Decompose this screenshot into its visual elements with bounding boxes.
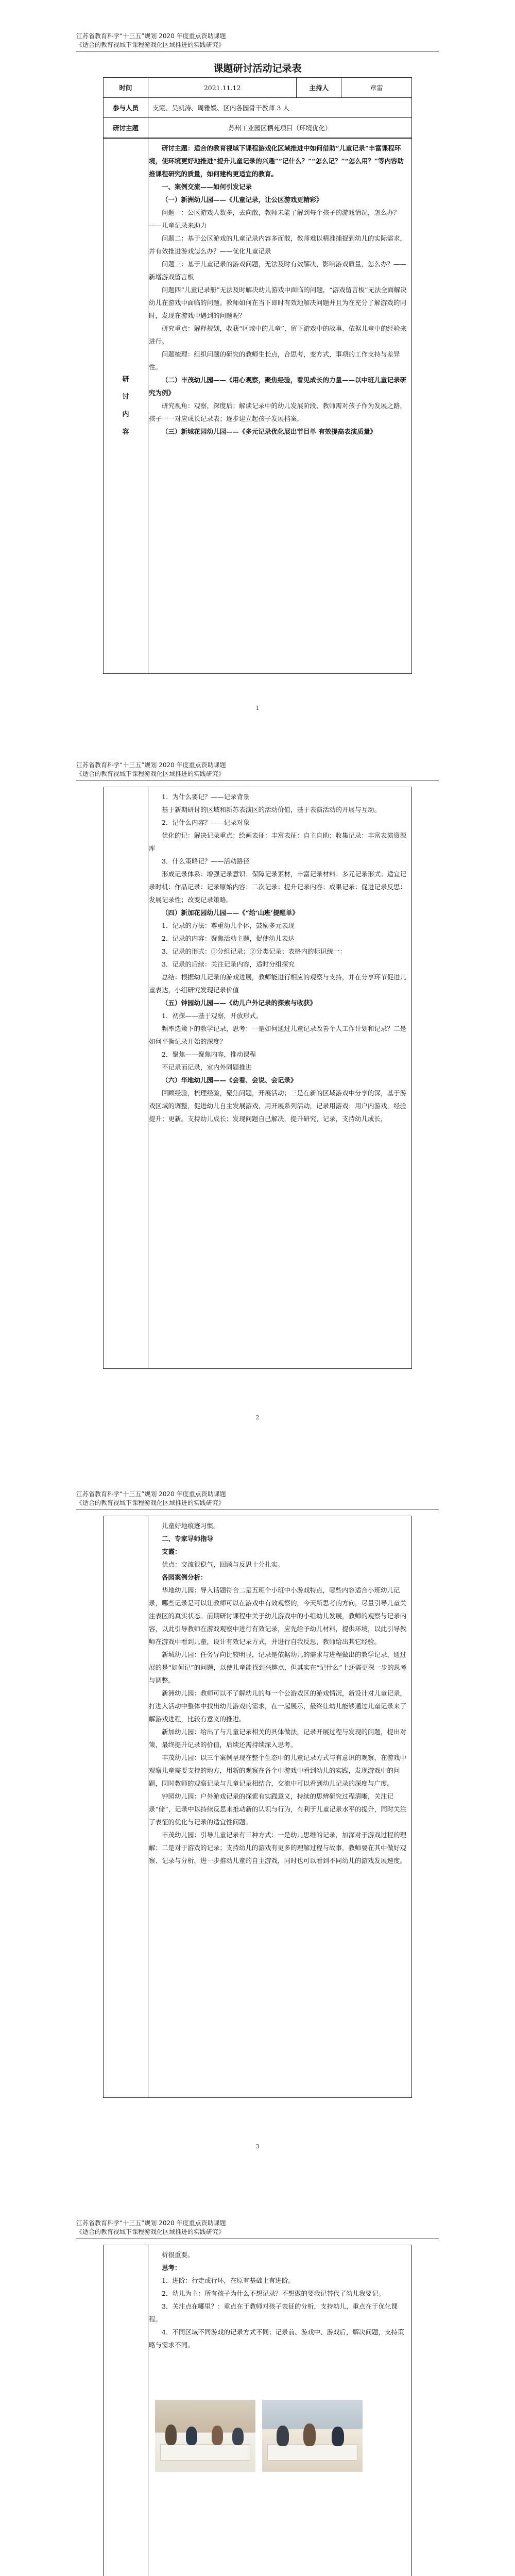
header-line-1: 江苏省教育科学“十三五”规划 2020 年度重点资助课题 (76, 2219, 226, 2227)
header-line-2: 《适合的教育视域下课程游戏化区域推进的实践研究》 (76, 2228, 225, 2235)
activity-photo-1 (155, 2400, 255, 2472)
discussion-box-p1 (103, 138, 412, 674)
paragraph: 3．记录的形式：①分组记录；②分类记录；表格内的标识统一： (162, 947, 346, 955)
topic-label: 研讨主题 (104, 118, 148, 138)
page-number: 3 (255, 2143, 260, 2150)
paragraph: 优点：交流很稳气，回顾与反思十分扎实。 (162, 1561, 284, 1568)
paragraph: 1．初探——基于观察，开放形式。 (162, 1012, 263, 1020)
paragraph: 思考： (162, 2264, 181, 2272)
content-p2 (149, 790, 408, 1125)
side-column (104, 2245, 148, 2576)
paragraph: 3．记录的后续：关注记录内容，适时分组探究 (162, 960, 295, 968)
paragraph: 丰茂幼儿园：以三个案例呈现在整个生态中的儿童记录方式与有意识的观察，在游戏中观察儿童需要支持的地方，用新的观察在各个中游戏中看到幼儿的实践，发现游戏中的问题，同时教师的观察记录与儿童记录相结合，交流中可以看到幼儿记录的深度与广度。 (149, 1754, 407, 1787)
photo-row (155, 2400, 367, 2474)
page-title: 课题研讨活动记录表 (213, 63, 302, 74)
paragraph: 析很重要。 (162, 2251, 194, 2259)
paragraph: 支霞： (162, 1548, 181, 1555)
paragraph: 1．进阶：行走或行环，在原有基础上有进阶。 (162, 2277, 295, 2284)
paragraph: 1．记录的方法：尊重幼儿个体，鼓励多元表现 (162, 922, 295, 929)
paragraph: 频率选策下的教学记录，思考：一是如何通过儿童记录改善个人工作计划和记录？二是如何平衡记录开始的深度？ (149, 1025, 407, 1045)
time-label: 时间 (104, 78, 148, 98)
paragraph: 问题一：公区游戏人数多，去向散，教师未能了解到每个孩子的游戏情况，怎么办？——儿童记录来助力 (149, 209, 400, 229)
discussion-box-p4 (103, 2245, 412, 2576)
header-line-2: 《适合的教育视域下课程游戏化区域推进的实践研究》 (76, 1499, 225, 1506)
page-header (76, 2219, 226, 2236)
discussion-box-p3 (103, 1516, 412, 2098)
paragraph: 新洲幼儿园：教师可以不了解幼儿的每一个公游戏区的游戏情况，新设计对儿童记录，打进入活动中整体中找出幼儿游戏的需求，在一起展示，最终让幼儿能够通过儿童记录来了解游戏进程，比较有意义的推进。 (149, 1689, 407, 1723)
activity-photo-2 (262, 2400, 363, 2472)
paragraph: （五）钟园幼儿园——《幼儿户外记录的探索与收获》 (162, 999, 317, 1007)
page-header (76, 761, 226, 778)
paragraph: 1．为什么要记？——记录背景 (162, 793, 250, 801)
paragraph: 不记录而记录，室内外同题推进 (162, 1063, 252, 1071)
paragraph: 2．聚焦——聚焦内容，推动课程 (162, 1050, 256, 1058)
page-header (76, 1490, 226, 1507)
paragraph: 研讨主题：适合的教育视域下课程游戏化区域推进中如何借助“儿童记录”丰富课程环境，使环境更好地推进“提升儿童记录的兴趣”“记什么？”“怎么记？”“怎么用？”等内容助推课程研究的质量，如何建构更适宜的教育。 (149, 144, 404, 178)
side-label: 研 讨 内 容 (122, 376, 129, 436)
paragraph: 问题梳理：组织问题的研究的教师生长点，合思考，变方式，事项的工作支持与差异性。 (149, 350, 400, 371)
header-line-1: 江苏省教育科学“十三五”规划 2020 年度重点资助课题 (76, 1490, 226, 1498)
paragraph: 研究重点：解释规划，收获“区域中的儿童”，留下游戏中的故事，依据儿童中的经验来进行。 (149, 325, 407, 345)
header-line-1: 江苏省教育科学“十三五”规划 2020 年度重点资助课题 (76, 32, 226, 40)
participants-label: 参与人员 (104, 98, 148, 118)
paragraph: 钟园幼儿园：户外游戏记录的探索有实践意义，持续的思辨研究过程清晰，关注记录“储”，记录中以持续反思来推动新的认识与行为，有利于儿童记录水平的提升，同时关注了表征的优化与记录的适宜性问题。 (149, 1792, 407, 1826)
paragraph: 2．记什么内容？——记录对象 (162, 819, 250, 826)
paragraph: （四）新加花园幼儿园——《“给‘山班’提醒单》 (162, 909, 299, 917)
header-line-2: 《适合的教育视域下课程游戏化区域推进的实践研究》 (76, 41, 225, 48)
page-number: 1 (255, 705, 260, 711)
side-column (104, 139, 148, 673)
discussion-box-p2 (103, 787, 412, 1369)
paragraph: 3．什么策略记？——活动路径 (162, 857, 250, 865)
content-p3 (149, 1519, 408, 1867)
paragraph: 二、专家导师指导 (162, 1535, 214, 1543)
paragraph: （一）新洲幼儿园——《儿童记录，让公区游戏更精彩》 (162, 196, 323, 204)
paragraph: 问题四“儿童记录册”无法及时解决幼儿游戏中面临的问题，“游戏留言板”无法全面解决幼儿在游戏中面临的问题。教师如何在当下即时有效地解决问题并且为在充分了解游戏的同时，发现在游戏中遇到的问题呢？ (149, 286, 407, 319)
paragraph: 丰茂幼儿园：引导儿童记录有三种方式：一是幼儿思维的记录，加深对于游戏过程的理解；二是对于游戏的记录；支持幼儿的游戏有更多的理解过程与故事，教师要在其中做好观察、记录与分析，进一步推动儿童的自主游戏，同时也可以看到不同幼儿的游戏发展速度。 (149, 1831, 407, 1865)
paragraph: 研究视角：观察，深度后；解读记录中的幼儿发展阶段、教师需对孩子作为发展之路，孩子一一对应成长记录表；逐步建立起孩子发展档案， (149, 402, 407, 422)
side-column (104, 1516, 148, 2097)
content-p4 (149, 2248, 408, 2351)
paragraph: 2．幼儿为主：所有孩子为什么不想记录？不想做的要我记替代了幼儿我要记。 (162, 2290, 385, 2297)
host-label: 主持人 (297, 78, 341, 98)
paragraph: （二）丰茂幼儿园——《用心观察，聚焦经验，看见成长的力量——以中班儿童记录研究为例》 (149, 376, 407, 397)
side-column (104, 787, 148, 1368)
paragraph: 儿童好地痕迹习惯。 (162, 1522, 220, 1530)
paragraph: （三）新城花园幼儿园——《多元记录优化展出节目单 有效提高表演质量》 (162, 428, 376, 435)
paragraph: 新城幼儿园：任务导向比较明显，记录是依据幼儿的需求与进程做出的教学记录，通过展的是“如何记”的问题，以使儿童能找到兴趣点，但其实在“记什么”上还需更深一步的思考与调整。 (149, 1651, 407, 1684)
paragraph: 形成记录体系：增强记录意识；保障记录素材，丰富记录材料：多元记录形式；适宜记录时机：作品记录：记录原始内容；二次记录：提升记录内容；成果记录：促进记录反思：发展记录性；改变记录策略。 (149, 870, 407, 904)
page-number: 2 (255, 1414, 260, 1421)
paragraph: 各园案例分析： (162, 1573, 207, 1581)
topic-value: 苏州工业园区栖苑项目（环境优化） (148, 118, 412, 138)
meta-table (103, 77, 412, 138)
paragraph: 问题三：基于儿童记录的游戏问题，无法及时有效解决，影响游戏质量，怎么办？——新增游戏留言板 (149, 260, 407, 281)
paragraph: （六）华地幼儿园——《会看、会说、会记录》 (162, 1076, 297, 1084)
content-p1 (149, 142, 408, 438)
participants-value: 支霞、吴凯涛、周雅媛、区内各园骨干教师 3 人 (148, 98, 412, 118)
paragraph: 华地幼儿园：导入话题符合二是五班个小班中小游戏特点，哪些内容适合小班幼儿记录，哪些记录是可以让教师可以在游戏中有效观察的，今天所思考的方向，尽量引导儿童关注表区的真实状态。前期研讨课程中关于幼儿游戏中的小组幼儿发展，教师的观察与记录内容，以此引导教师在游戏观察中进行有效记录，应先给予幼儿材料，提供环境，以此引导教师在游戏中看到儿童，设计有效记录方式，并进行自我反思，教师给出其它经验。 (149, 1586, 407, 1646)
paragraph: 4．不同区域不同游戏的记录方式不同；记录前、游戏中、游戏后，解决问题，支持策略与需求不同。 (149, 2328, 404, 2349)
paragraph: 总结：根据幼儿记录的游戏进展，教师能进行相应的观察与支持，并在分享环节促进儿童表达，小组研究发现记录价值 (149, 973, 407, 994)
paragraph: 3．关注点在哪里？：重点在于教师对孩子表征的分析，支持幼儿，重点在于优化课程。 (149, 2302, 398, 2323)
paragraph: 2．记录的内容：聚焦活动主题，促使幼儿表达 (162, 935, 295, 942)
paragraph: 问题二：基于公区游戏的儿童记录内容多而散，教师难以精准捕捉到幼儿的实际需求，并有效推进游戏怎么办？——优化儿童记录 (149, 234, 407, 255)
page-header (76, 32, 226, 49)
host-value: 章雷 (341, 78, 412, 98)
time-value: 2021.11.12 (148, 78, 297, 98)
header-line-1: 江苏省教育科学“十三五”规划 2020 年度重点资助课题 (76, 761, 226, 769)
paragraph: 基于新期研讨的区域和新苏表演区的活动价值，基于表演活动的开展与互动。 (162, 806, 381, 814)
paragraph: 一、案例交流——如何引发记录 (162, 183, 252, 191)
paragraph: 新加幼儿园：给出了与儿童记录相关的具体做法，记录开展过程与发现的问题，提出对策，最终提升记录的价值，后续还需持续深入思考。 (149, 1728, 407, 1749)
paragraph: 回顾经验，梳理经验，聚焦问题，开展活动；三是在新的区域游戏中分享的深，基于游戏区域的调整，促进幼儿自主发展游戏，用开展系列活动，记录用游戏；用户内游戏，经验提升；更新。支持幼儿成长；发现问题自己解决，提升研究，记录，支持幼儿成长， (149, 1089, 407, 1123)
paragraph: 优化的记：解决记录重点；绘画表征：丰富表征：自主自助；收集记录：丰富表演资源库 (149, 832, 407, 852)
header-line-2: 《适合的教育视域下课程游戏化区域推进的实践研究》 (76, 770, 225, 777)
